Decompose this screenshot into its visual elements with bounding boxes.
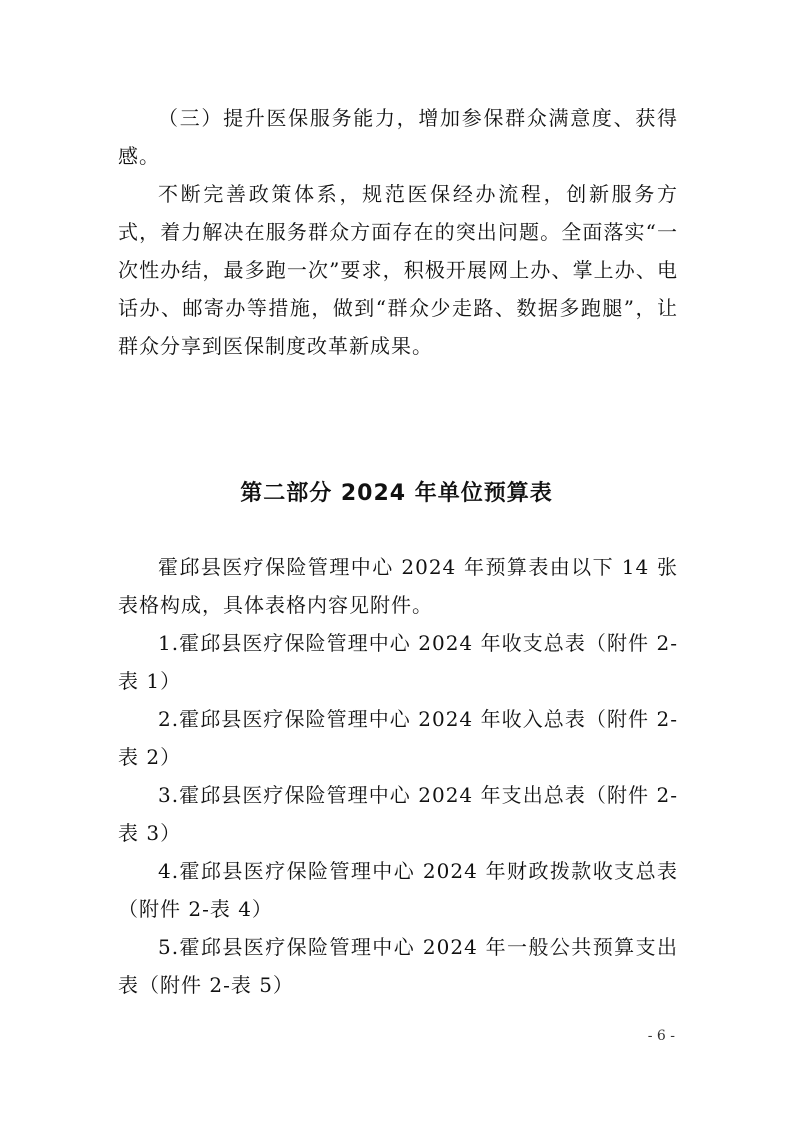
part-two-intro: 霍邱县医疗保险管理中心 2024 年预算表由以下 14 张表格构成，具体表格内容见附件。 (118, 555, 678, 617)
budget-table-item-5: 5.霍邱县医疗保险管理中心 2024 年一般公共预算支出表（附件 2-表 5） (118, 935, 678, 997)
budget-table-item-3: 3.霍邱县医疗保险管理中心 2024 年支出总表（附件 2-表 3） (118, 783, 678, 845)
budget-table-item-1: 1.霍邱县医疗保险管理中心 2024 年收支总表（附件 2-表 1） (118, 631, 678, 693)
budget-table-item-4: 4.霍邱县医疗保险管理中心 2024 年财政拨款收支总表（附件 2-表 4） (118, 859, 678, 921)
part-two-title: 第二部分 2024 年单位预算表 (240, 481, 553, 506)
section-three-heading: （三）提升医保服务能力，增加参保群众满意度、获得感。 (118, 106, 678, 168)
budget-table-item-2: 2.霍邱县医疗保险管理中心 2024 年收入总表（附件 2-表 2） (118, 707, 678, 769)
section-three-body: 不断完善政策体系，规范医保经办流程，创新服务方式，着力解决在服务群众方面存在的突出问题。全面落实“一次性办结，最多跑一次”要求，积极开展网上办、掌上办、电话办、邮寄办等措施，做到“群众少走路、数据多跑腿”，让群众分享到医保制度改革新成果。 (118, 182, 678, 358)
page-number: - 6 - (647, 1028, 675, 1044)
